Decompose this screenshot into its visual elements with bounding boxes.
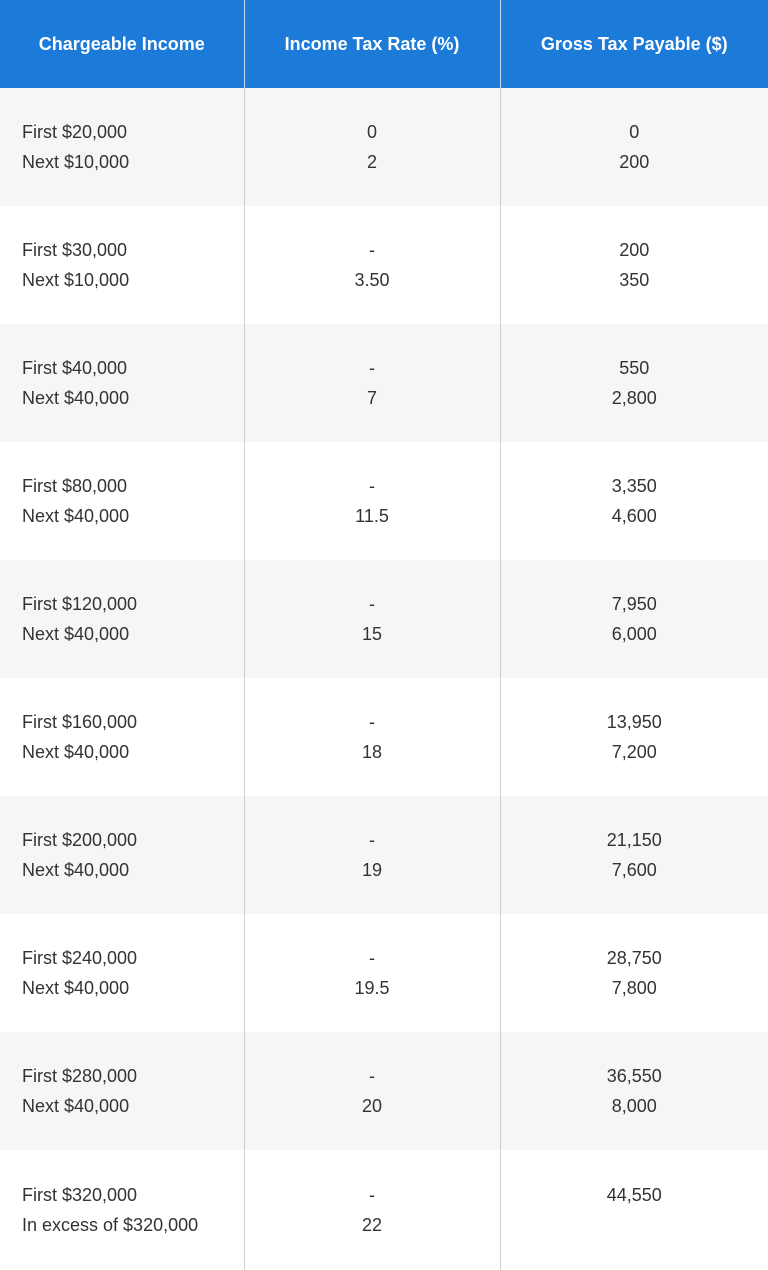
cell-chargeable-income xyxy=(0,914,244,1032)
cell-income-tax-rate-line: 22 xyxy=(245,1210,500,1240)
cell-chargeable-income xyxy=(0,678,244,796)
cell-income-tax-rate-line: 3.50 xyxy=(245,265,500,295)
cell-gross-tax-payable-line: 3,350 xyxy=(501,471,768,501)
cell-gross-tax-payable-line: 200 xyxy=(501,235,768,265)
table-header xyxy=(0,0,768,88)
cell-gross-tax-payable-line: 21,150 xyxy=(501,825,768,855)
cell-gross-tax-payable-line: 7,600 xyxy=(501,855,768,885)
cell-gross-tax-payable xyxy=(500,678,768,796)
cell-chargeable-income-line: First $280,000 xyxy=(22,1061,244,1091)
cell-gross-tax-payable-line: 2,800 xyxy=(501,383,768,413)
cell-chargeable-income xyxy=(0,560,244,678)
table-row xyxy=(0,88,768,206)
cell-gross-tax-payable xyxy=(500,1150,768,1270)
cell-gross-tax-payable-line: 200 xyxy=(501,147,768,177)
cell-chargeable-income-line: Next $40,000 xyxy=(22,501,244,531)
cell-chargeable-income-line: First $40,000 xyxy=(22,353,244,383)
cell-chargeable-income xyxy=(0,1150,244,1270)
cell-chargeable-income-line: First $320,000 xyxy=(22,1180,244,1210)
cell-chargeable-income-line: First $240,000 xyxy=(22,943,244,973)
cell-chargeable-income-line: Next $40,000 xyxy=(22,619,244,649)
table-row xyxy=(0,560,768,678)
cell-income-tax-rate xyxy=(244,206,500,324)
cell-income-tax-rate xyxy=(244,1032,500,1150)
cell-income-tax-rate-line: 2 xyxy=(245,147,500,177)
cell-gross-tax-payable xyxy=(500,88,768,206)
cell-income-tax-rate xyxy=(244,324,500,442)
cell-gross-tax-payable-line: 36,550 xyxy=(501,1061,768,1091)
cell-chargeable-income-line: Next $40,000 xyxy=(22,737,244,767)
header-chargeable-income: Chargeable Income xyxy=(0,0,244,88)
cell-income-tax-rate-line: - xyxy=(245,353,500,383)
cell-chargeable-income xyxy=(0,324,244,442)
header-income-tax-rate: Income Tax Rate (%) xyxy=(244,0,500,88)
cell-gross-tax-payable xyxy=(500,560,768,678)
cell-gross-tax-payable-line: 7,800 xyxy=(501,973,768,1003)
cell-gross-tax-payable-line: 4,600 xyxy=(501,501,768,531)
cell-income-tax-rate xyxy=(244,88,500,206)
cell-gross-tax-payable xyxy=(500,1032,768,1150)
cell-income-tax-rate-line: - xyxy=(245,943,500,973)
cell-chargeable-income xyxy=(0,1032,244,1150)
cell-chargeable-income-line: First $120,000 xyxy=(22,589,244,619)
cell-gross-tax-payable-line: 350 xyxy=(501,265,768,295)
table-row xyxy=(0,796,768,914)
cell-income-tax-rate-line: - xyxy=(245,471,500,501)
cell-gross-tax-payable-line: 0 xyxy=(501,117,768,147)
cell-income-tax-rate-line: - xyxy=(245,1180,500,1210)
cell-gross-tax-payable-line: 7,200 xyxy=(501,737,768,767)
cell-income-tax-rate-line: 0 xyxy=(245,117,500,147)
table-row xyxy=(0,324,768,442)
cell-chargeable-income-line: Next $10,000 xyxy=(22,147,244,177)
cell-chargeable-income-line: First $80,000 xyxy=(22,471,244,501)
cell-income-tax-rate xyxy=(244,796,500,914)
cell-gross-tax-payable-line xyxy=(501,1210,768,1240)
cell-chargeable-income-line: Next $40,000 xyxy=(22,1091,244,1121)
cell-income-tax-rate xyxy=(244,914,500,1032)
cell-income-tax-rate-line: 11.5 xyxy=(245,501,500,531)
cell-chargeable-income-line: In excess of $320,000 xyxy=(22,1210,244,1240)
cell-gross-tax-payable-line: 7,950 xyxy=(501,589,768,619)
cell-gross-tax-payable-line: 8,000 xyxy=(501,1091,768,1121)
cell-gross-tax-payable xyxy=(500,442,768,560)
table-row xyxy=(0,206,768,324)
cell-income-tax-rate-line: - xyxy=(245,707,500,737)
cell-chargeable-income-line: First $160,000 xyxy=(22,707,244,737)
table-row xyxy=(0,678,768,796)
table-row xyxy=(0,442,768,560)
cell-income-tax-rate-line: 20 xyxy=(245,1091,500,1121)
cell-income-tax-rate xyxy=(244,1150,500,1270)
cell-chargeable-income xyxy=(0,442,244,560)
cell-chargeable-income-line: First $30,000 xyxy=(22,235,244,265)
cell-chargeable-income-line: Next $40,000 xyxy=(22,383,244,413)
cell-income-tax-rate xyxy=(244,678,500,796)
table-row xyxy=(0,914,768,1032)
cell-income-tax-rate xyxy=(244,560,500,678)
cell-gross-tax-payable-line: 550 xyxy=(501,353,768,383)
header-row xyxy=(0,0,768,88)
table-body xyxy=(0,88,768,1270)
cell-income-tax-rate-line: 15 xyxy=(245,619,500,649)
cell-income-tax-rate-line: - xyxy=(245,589,500,619)
cell-chargeable-income-line: Next $40,000 xyxy=(22,855,244,885)
cell-chargeable-income xyxy=(0,88,244,206)
cell-gross-tax-payable-line: 13,950 xyxy=(501,707,768,737)
table-row xyxy=(0,1032,768,1150)
cell-gross-tax-payable xyxy=(500,324,768,442)
cell-gross-tax-payable xyxy=(500,914,768,1032)
cell-income-tax-rate-line: - xyxy=(245,1061,500,1091)
cell-chargeable-income xyxy=(0,796,244,914)
cell-gross-tax-payable xyxy=(500,796,768,914)
header-gross-tax-payable: Gross Tax Payable ($) xyxy=(500,0,768,88)
cell-gross-tax-payable-line: 6,000 xyxy=(501,619,768,649)
table-row xyxy=(0,1150,768,1270)
cell-chargeable-income-line: Next $10,000 xyxy=(22,265,244,295)
cell-chargeable-income-line: First $200,000 xyxy=(22,825,244,855)
cell-gross-tax-payable xyxy=(500,206,768,324)
cell-income-tax-rate-line: - xyxy=(245,235,500,265)
cell-chargeable-income xyxy=(0,206,244,324)
cell-income-tax-rate-line: 19.5 xyxy=(245,973,500,1003)
cell-income-tax-rate-line: 18 xyxy=(245,737,500,767)
cell-chargeable-income-line: First $20,000 xyxy=(22,117,244,147)
cell-gross-tax-payable-line: 44,550 xyxy=(501,1180,768,1210)
cell-chargeable-income-line: Next $40,000 xyxy=(22,973,244,1003)
cell-gross-tax-payable-line: 28,750 xyxy=(501,943,768,973)
cell-income-tax-rate xyxy=(244,442,500,560)
cell-income-tax-rate-line: 7 xyxy=(245,383,500,413)
cell-income-tax-rate-line: - xyxy=(245,825,500,855)
cell-income-tax-rate-line: 19 xyxy=(245,855,500,885)
